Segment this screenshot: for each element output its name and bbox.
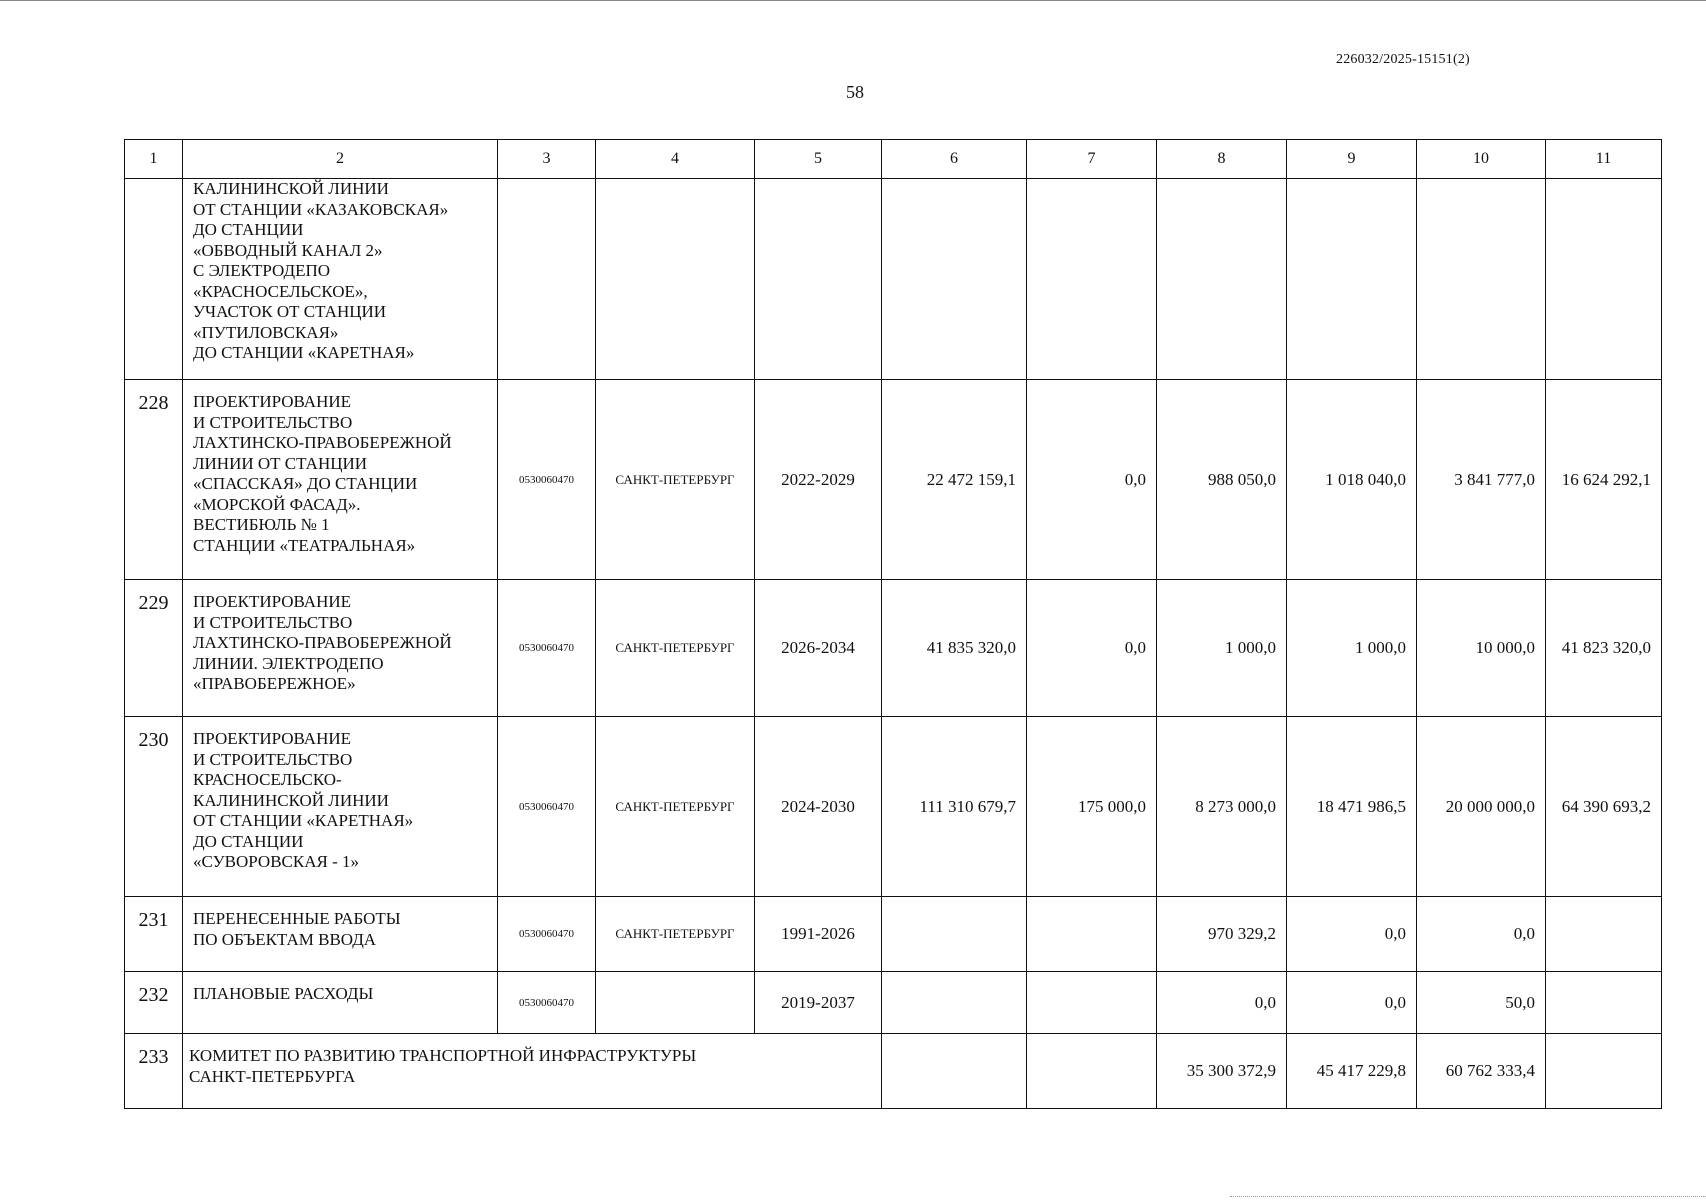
name-line: «СУВОРОВСКАЯ - 1» [193,852,359,871]
object-name [183,972,498,1034]
value-col-6 [882,1034,1027,1109]
name-line: ПО ОБЪЕКТАМ ВВОДА [193,929,377,949]
value-col-7: 175 000,0 [1027,717,1157,897]
value-col-7 [1027,972,1157,1034]
name-line: ПЛАНОВЫЕ РАСХОДЫ [193,984,374,1003]
name-line: ДО СТАНЦИИ [193,831,304,851]
name-line: «ПРАВОБЕРЕЖНОЕ» [193,674,356,693]
value-col-9: 1 018 040,0 [1287,380,1417,580]
name-line: И СТРОИТЕЛЬСТВО [193,612,353,632]
row-number: 232 [125,972,183,1034]
value-col-6 [882,179,1027,380]
value-col-7 [1027,179,1157,380]
value-col-7 [1027,897,1157,972]
row-number: 231 [125,897,183,972]
row-number [125,179,183,380]
row-number: 230 [125,717,183,897]
column-header: 11 [1546,140,1662,179]
value-col-10: 50,0 [1417,972,1546,1034]
object-name [183,179,498,380]
name-line: СТАНЦИИ «ТЕАТРАЛЬНАЯ» [193,535,416,555]
name-line: «СПАССКАЯ» ДО СТАНЦИИ [193,474,418,493]
value-col-10: 3 841 777,0 [1417,380,1546,580]
name-line: КРАСНОСЕЛЬСКО- [193,770,342,789]
value-col-9: 0,0 [1287,972,1417,1034]
name-line: ДО СТАНЦИИ [193,220,304,239]
name-line: УЧАСТОК ОТ СТАНЦИИ [193,302,387,321]
period: 2026-2034 [755,580,882,717]
name-line: «ОБВОДНЫЙ КАНАЛ 2» [193,240,383,260]
name-line: ЛАХТИНСКО-ПРАВОБЕРЕЖНОЙ [193,433,452,452]
column-header: 6 [882,140,1027,179]
row-number: 228 [125,380,183,580]
object-name [183,580,498,717]
name-line: ЛИНИИ. ЭЛЕКТРОДЕПО [193,653,384,673]
column-header: 9 [1287,140,1417,179]
value-col-9: 0,0 [1287,897,1417,972]
name-line: ВЕСТИБЮЛЬ № 1 [193,515,330,534]
document-id: 226032/2025-15151(2) [1336,52,1470,67]
value-col-11 [1546,972,1662,1034]
column-header: 4 [596,140,755,179]
name-line: «КРАСНОСЕЛЬСКОЕ», [193,281,368,301]
table-row [125,580,1662,717]
period: 2024-2030 [755,717,882,897]
name-line: ЛАХТИНСКО-ПРАВОБЕРЕЖНОЙ [193,633,452,652]
column-header: 5 [755,140,882,179]
value-col-11: 41 823 320,0 [1546,580,1662,717]
value-col-11: 64 390 693,2 [1546,717,1662,897]
budget-code: 0530060470 [498,972,596,1034]
row-number: 229 [125,580,183,717]
value-col-10 [1417,179,1546,380]
name-line: ПРОЕКТИРОВАНИЕ [193,392,352,411]
value-col-8: 970 329,2 [1157,897,1287,972]
name-line: «ПУТИЛОВСКАЯ» [193,322,339,342]
value-col-7: 0,0 [1027,580,1157,717]
value-col-8: 1 000,0 [1157,580,1287,717]
value-col-11 [1546,179,1662,380]
value-col-6 [882,972,1027,1034]
name-line: ПРОЕКТИРОВАНИЕ [193,729,352,748]
value-col-9: 18 471 986,5 [1287,717,1417,897]
row-number: 233 [125,1034,183,1109]
name-line: КАЛИНИНСКОЙ ЛИНИИ [193,179,389,198]
table-row [125,717,1662,897]
value-col-6 [882,897,1027,972]
page-top-edge [0,0,1706,1]
name-line: КОМИТЕТ ПО РАЗВИТИЮ ТРАНСПОРТНОЙ ИНФРАСТРУКТУРЫ [189,1046,697,1065]
value-col-9: 45 417 229,8 [1287,1034,1417,1109]
budget-code: 0530060470 [498,380,596,580]
object-name [183,380,498,580]
object-name [183,897,498,972]
period: 2022-2029 [755,380,882,580]
name-line: ПРОЕКТИРОВАНИЕ [193,592,352,611]
column-header: 8 [1157,140,1287,179]
table-row [125,179,1662,380]
region [596,179,755,380]
column-header: 3 [498,140,596,179]
table-row [125,380,1662,580]
region: САНКТ-ПЕТЕРБУРГ [596,717,755,897]
region: САНКТ-ПЕТЕРБУРГ [596,580,755,717]
name-line: И СТРОИТЕЛЬСТВО [193,412,353,432]
value-col-10: 0,0 [1417,897,1546,972]
name-line: С ЭЛЕКТРОДЕПО [193,261,331,280]
value-col-8: 35 300 372,9 [1157,1034,1287,1109]
value-col-10: 60 762 333,4 [1417,1034,1546,1109]
budget-table [124,139,1662,1109]
total-row [125,1034,1662,1109]
value-col-11: 16 624 292,1 [1546,380,1662,580]
value-col-9 [1287,179,1417,380]
region [596,972,755,1034]
name-line: ОТ СТАНЦИИ «КАЗАКОВСКАЯ» [193,199,449,219]
value-col-9: 1 000,0 [1287,580,1417,717]
table-row [125,897,1662,972]
value-col-6: 111 310 679,7 [882,717,1027,897]
name-line: ПЕРЕНЕСЕННЫЕ РАБОТЫ [193,909,401,928]
period: 2019-2037 [755,972,882,1034]
value-col-11 [1546,1034,1662,1109]
budget-code [498,179,596,380]
name-line: САНКТ-ПЕТЕРБУРГА [189,1066,356,1086]
period [755,179,882,380]
value-col-8: 988 050,0 [1157,380,1287,580]
scan-edge-line [1230,1196,1706,1197]
value-col-6: 22 472 159,1 [882,380,1027,580]
table-row [125,972,1662,1034]
region: САНКТ-ПЕТЕРБУРГ [596,380,755,580]
value-col-8: 0,0 [1157,972,1287,1034]
value-col-8: 8 273 000,0 [1157,717,1287,897]
value-col-7 [1027,1034,1157,1109]
budget-code: 0530060470 [498,897,596,972]
budget-code: 0530060470 [498,580,596,717]
value-col-7: 0,0 [1027,380,1157,580]
name-line: ЛИНИИ ОТ СТАНЦИИ [193,453,368,473]
value-col-10: 10 000,0 [1417,580,1546,717]
value-col-8 [1157,179,1287,380]
column-header: 1 [125,140,183,179]
name-line: ДО СТАНЦИИ «КАРЕТНАЯ» [193,343,415,362]
column-header: 7 [1027,140,1157,179]
name-line: «МОРСКОЙ ФАСАД». [193,494,361,514]
value-col-11 [1546,897,1662,972]
region: САНКТ-ПЕТЕРБУРГ [596,897,755,972]
budget-code: 0530060470 [498,717,596,897]
page-number: 58 [846,82,864,102]
committee-name [183,1034,882,1109]
period: 1991-2026 [755,897,882,972]
column-header: 2 [183,140,498,179]
name-line: КАЛИНИНСКОЙ ЛИНИИ [193,790,389,810]
name-line: ОТ СТАНЦИИ «КАРЕТНАЯ» [193,811,414,830]
column-number-header-row [125,140,1662,179]
name-line: И СТРОИТЕЛЬСТВО [193,749,353,769]
object-name [183,717,498,897]
column-header: 10 [1417,140,1546,179]
value-col-6: 41 835 320,0 [882,580,1027,717]
value-col-10: 20 000 000,0 [1417,717,1546,897]
